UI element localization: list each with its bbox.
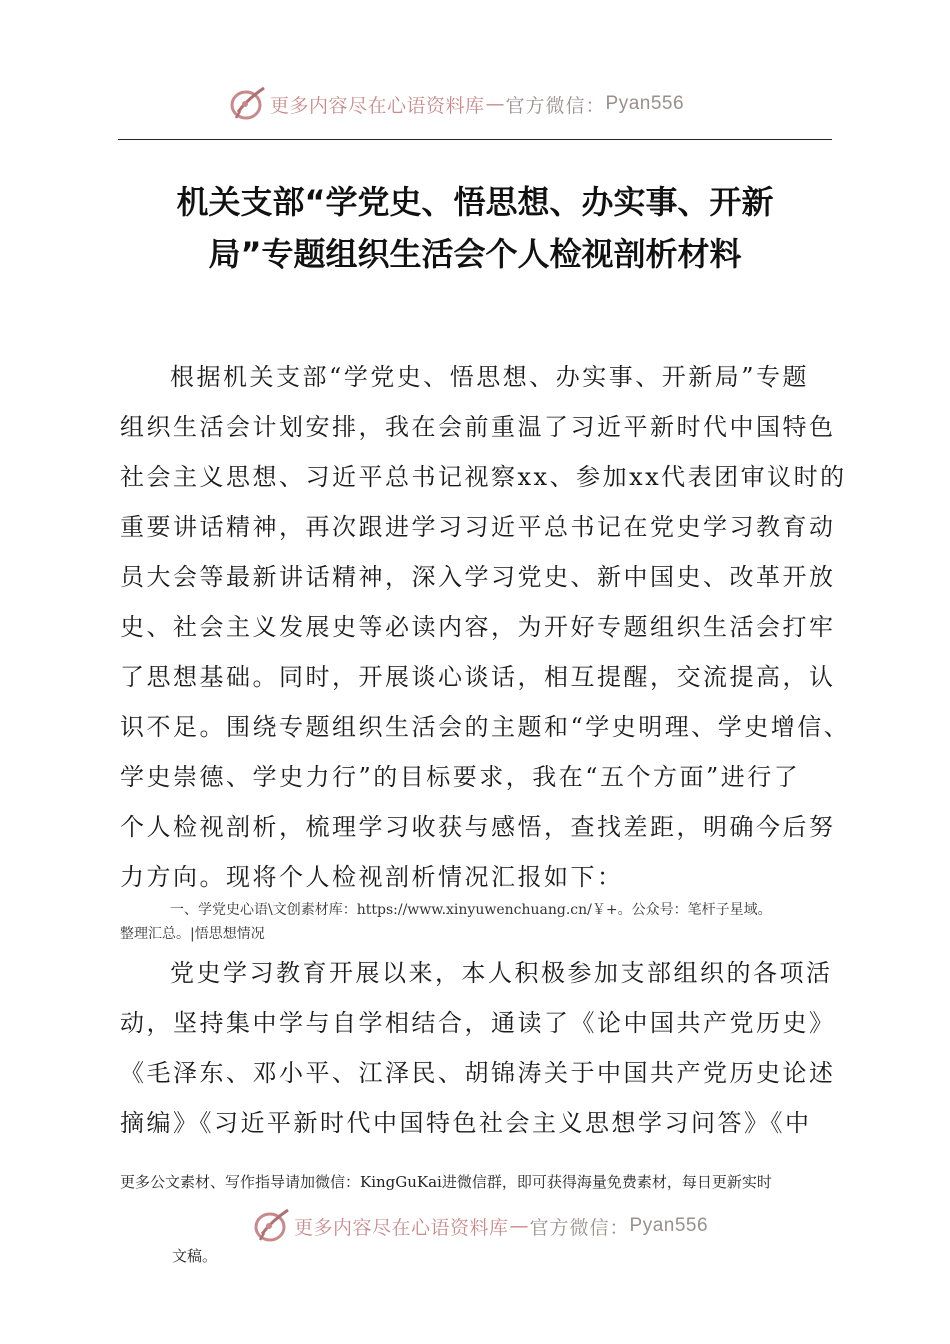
title-line: 局”专题组织生活会个人检视剖析材料 xyxy=(208,235,742,273)
body-paragraph-study xyxy=(120,948,836,1148)
watermark-label: 官方微信： xyxy=(529,1216,630,1239)
header-divider xyxy=(118,139,832,140)
paragraph-line: 社会主义思想、习近平总书记视察xx、参加xx代表团审议时的 xyxy=(120,463,847,491)
brush-logo-icon xyxy=(228,84,268,124)
heading-note-line: 整理汇总。|悟思想情况 xyxy=(120,926,265,942)
brush-logo-icon xyxy=(252,1206,292,1246)
paragraph-line: 学史崇德、学史力行”的目标要求，我在“五个方面”进行了 xyxy=(120,763,801,791)
document-title xyxy=(100,176,850,280)
paragraph-line: 动，坚持集中学与自学相结合，通读了《论中国共产党历史》 xyxy=(120,1009,836,1037)
watermark-dash: — xyxy=(485,93,505,115)
section-heading-note xyxy=(120,898,840,946)
paragraph-line: 史、社会主义发展史等必读内容，为开好专题组织生活会打牢 xyxy=(120,613,836,641)
paragraph-line: 组织生活会计划安排，我在会前重温了习近平新时代中国特色 xyxy=(120,413,836,441)
body-paragraph-intro xyxy=(120,352,851,902)
watermark-brand-text: 更多内容尽在心语资料库 xyxy=(294,1216,509,1239)
watermark-wechat-id: Pyan556 xyxy=(605,93,685,114)
paragraph-line: 党史学习教育开展以来，本人积极参加支部组织的各项活 xyxy=(170,959,833,987)
paragraph-line: 了思想基础。同时，开展谈心谈话，相互提醒，交流提高，认 xyxy=(120,663,836,691)
header-watermark xyxy=(228,84,684,124)
watermark-brand-text: 更多内容尽在心语资料库 xyxy=(270,94,485,117)
watermark-dash: — xyxy=(509,1215,529,1237)
paragraph-line: 摘编》《习近平新时代中国特色社会主义思想学习问答》《中 xyxy=(120,1109,812,1137)
watermark-label: 官方微信： xyxy=(505,94,606,117)
footer-promo-text: 更多公文素材、写作指导请加微信：KingGuKai进微信群，即可获得海量免费素材，每日更新实时 xyxy=(120,1173,772,1191)
watermark-wechat-id: Pyan556 xyxy=(629,1215,709,1236)
heading-note-line: 一、学党史心语\文创素材库：https://www.xinyuwenchuang.cn/￥+。公众号：笔杆子星域。 xyxy=(170,902,772,918)
footer-watermark xyxy=(252,1206,708,1246)
paragraph-line: 识不足。围绕专题组织生活会的主题和“学史明理、学史增信、 xyxy=(120,713,851,741)
paragraph-line: 《毛泽东、邓小平、江泽民、胡锦涛关于中国共产党历史论述 xyxy=(120,1059,836,1087)
paragraph-line: 力方向。现将个人检视剖析情况汇报如下： xyxy=(120,863,624,891)
paragraph-line: 个人检视剖析，梳理学习收获与感悟，查找差距，明确今后努 xyxy=(120,813,836,841)
title-line: 机关支部“学党史、悟思想、办实事、开新 xyxy=(176,183,774,221)
paragraph-line: 重要讲话精神，再次跟进学习习近平总书记在党史学习教育动 xyxy=(120,513,836,541)
paragraph-line: 根据机关支部“学党史、悟思想、办实事、开新局”专题 xyxy=(170,363,810,391)
paragraph-line: 员大会等最新讲话精神，深入学习党史、新中国史、改革开放 xyxy=(120,563,836,591)
footer-promo-tail: 文稿。 xyxy=(172,1247,218,1265)
